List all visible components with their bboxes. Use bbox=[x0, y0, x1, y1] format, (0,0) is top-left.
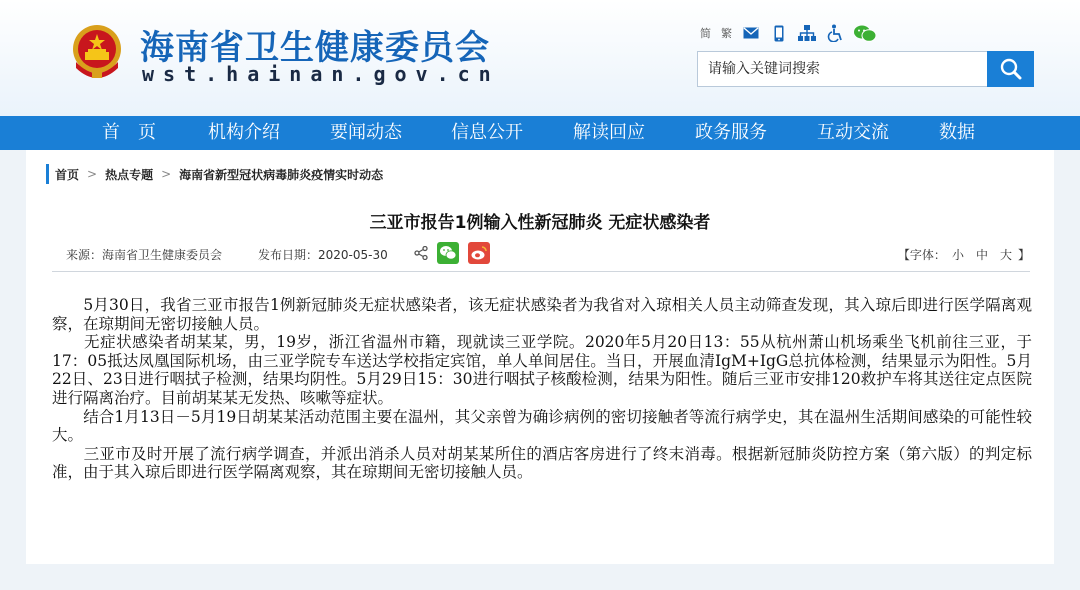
search-box bbox=[697, 51, 1035, 87]
national-emblem-icon bbox=[68, 22, 126, 84]
header-tools bbox=[700, 22, 876, 44]
nav-item-info-disclosure[interactable]: 信息公开 bbox=[451, 122, 523, 143]
article-paragraph: 结合1月13日－5月19日胡某某活动范围主要在温州，其父亲曾为确诊病例的密切接触者等流行病学史，其在温州生活期间感染的可能性较大。 bbox=[52, 407, 1032, 445]
article-title: 三亚市报告1例输入性新冠肺炎 无症状感染者 bbox=[369, 213, 711, 233]
divider bbox=[52, 271, 1030, 272]
breadcrumb-current[interactable]: 海南省新型冠状病毒肺炎疫情实时动态 bbox=[179, 167, 384, 182]
main-nav bbox=[0, 116, 1080, 150]
search-button[interactable] bbox=[987, 51, 1034, 87]
font-label: 【字体： bbox=[897, 248, 946, 262]
mobile-icon[interactable] bbox=[770, 24, 788, 42]
breadcrumb-separator: > bbox=[87, 167, 98, 181]
article-panel bbox=[26, 150, 1054, 564]
article-meta bbox=[66, 242, 1030, 264]
breadcrumb-home[interactable]: 首页 bbox=[55, 167, 80, 182]
search-input[interactable] bbox=[697, 51, 987, 87]
article-source: 来源：海南省卫生健康委员会 bbox=[66, 248, 223, 262]
article-date: 发布日期：2020-05-30 bbox=[258, 248, 388, 262]
article-body bbox=[52, 296, 1032, 482]
breadcrumb bbox=[46, 164, 383, 184]
share-icon[interactable] bbox=[414, 246, 428, 260]
font-medium-button[interactable]: 中 bbox=[975, 248, 988, 262]
breadcrumb-separator: > bbox=[161, 167, 172, 181]
font-label-close: 】 bbox=[1017, 248, 1030, 262]
wechat-share-icon[interactable] bbox=[437, 242, 459, 264]
site-title: 海南省卫生健康委员会 bbox=[140, 28, 490, 68]
nav-item-interaction[interactable]: 互动交流 bbox=[817, 122, 889, 143]
mail-icon[interactable] bbox=[742, 24, 760, 42]
article-paragraph: 无症状感染者胡某某，男，19岁，浙江省温州市籍，现就读三亚学院。2020年5月20日13：55从杭州萧山机场乘坐飞机前往三亚，于17：05抵达凤凰国际机场，由三亚学院专车送达学校指定宾馆，单人单间居住。当日，开展血清IgM+IgG总抗体检测，结果显示为阳性。5月22日、23日进行咽拭子检测，结果均阴性。5月29日15：30进行咽拭子核酸检测，结果为阳性。随后三亚市安排120救护车将其送往定点医院进行隔离治疗。目前胡某某无发热、咳嗽等症状。 bbox=[52, 333, 1032, 407]
nav-item-organization[interactable]: 机构介绍 bbox=[208, 122, 280, 143]
nav-item-services[interactable]: 政务服务 bbox=[695, 122, 767, 143]
nav-item-interpretation[interactable]: 解读回应 bbox=[573, 122, 645, 143]
article-paragraph: 5月30日，我省三亚市报告1例新冠肺炎无症状感染者，该无症状感染者为我省对入琼相关人员主动筛查发现，其入琼后即进行医学隔离观察，在琼期间无密切接触人员。 bbox=[52, 296, 1032, 333]
site-header bbox=[0, 0, 1080, 116]
sitemap-icon[interactable] bbox=[798, 24, 816, 42]
font-size-control bbox=[898, 246, 1030, 263]
share-tools bbox=[414, 242, 490, 264]
nav-item-home[interactable]: 首 页 bbox=[102, 122, 156, 143]
nav-item-data[interactable]: 数据 bbox=[939, 122, 975, 143]
breadcrumb-hot-topics[interactable]: 热点专题 bbox=[105, 167, 154, 182]
font-large-button[interactable]: 大 bbox=[999, 248, 1012, 262]
search-icon bbox=[999, 57, 1023, 81]
article-paragraph: 三亚市及时开展了流行病学调查，并派出消杀人员对胡某某所住的酒店客房进行了终末消毒。根据新冠肺炎防控方案（第六版）的判定标准，由于其入琼后即进行医学隔离观察，其在琼期间无密切接触人员。 bbox=[52, 444, 1032, 482]
site-domain: wst.hainan.gov.cn bbox=[142, 62, 500, 86]
accessibility-icon[interactable] bbox=[826, 24, 844, 42]
traditional-chinese-link[interactable]: 繁 bbox=[721, 27, 732, 40]
simplified-chinese-link[interactable]: 简 bbox=[700, 27, 711, 40]
wechat-icon[interactable] bbox=[854, 24, 876, 42]
nav-item-news[interactable]: 要闻动态 bbox=[330, 122, 402, 143]
font-small-button[interactable]: 小 bbox=[951, 248, 964, 262]
weibo-share-icon[interactable] bbox=[468, 242, 490, 264]
